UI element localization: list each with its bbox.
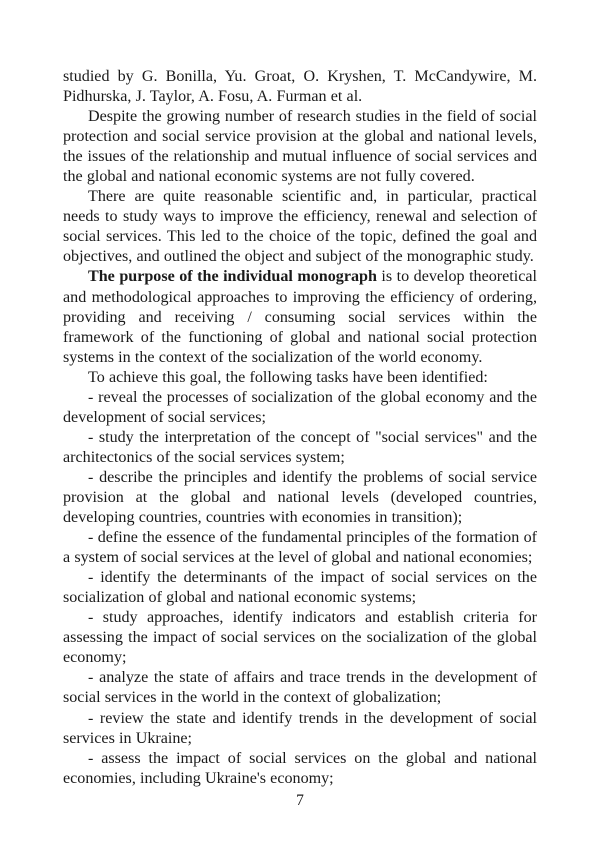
paragraph: [63, 187, 537, 267]
task-list-item: [63, 668, 537, 708]
task-list-item: [63, 428, 537, 468]
task-list-item: [63, 388, 537, 428]
paragraph-continuation: [63, 67, 537, 107]
list-item-text: - review the state and identify trends in the development of social services in Ukraine;: [63, 709, 537, 747]
paragraph-text: To achieve this goal, the following tasks have been identified:: [88, 368, 488, 386]
task-list-item: [63, 468, 537, 528]
purpose-statement-lead: The purpose of the individual monograph: [88, 268, 377, 286]
page-number: 7: [296, 792, 304, 809]
task-list-item: [63, 709, 537, 749]
task-list-item: [63, 608, 537, 668]
paragraph-text: There are quite reasonable scientific and, in particular, practical needs to study ways to improve the efficiency, renewal and selection of social services. This led to the choice of the topic, defined the goal and objectives, and outlined the object and subject of the monographic study.: [63, 188, 537, 266]
list-item-text: - describe the principles and identify the problems of social service provision at the global and national levels (developed countries, developing countries, countries with economies in transition);: [63, 468, 537, 527]
list-item-text: - study the interpretation of the concept of "social services" and the architectonics of the social services system;: [63, 428, 537, 466]
paragraph-text: Despite the growing number of research studies in the field of social protection and social service provision at the global and national levels, the issues of the relationship and mutual influence of social services and the global and national economic systems are not fully covered.: [63, 108, 537, 186]
task-list-item: [63, 528, 537, 568]
paragraph-text: is to develop theoretical and methodological approaches to improving the efficiency of ordering, providing and receiving / consuming social services within the framework of the functioning of global and national social protection systems in the context of the socialization of the world economy.: [63, 268, 537, 366]
list-item-text: - analyze the state of affairs and trace trends in the development of social services in the world in the context of globalization;: [63, 669, 537, 707]
paragraph-tasks-intro: [63, 368, 537, 388]
list-item-text: - study approaches, identify indicators and establish criteria for assessing the impact of social services on the socialization of the global economy;: [63, 609, 537, 667]
list-item-text: - reveal the processes of socialization of the global economy and the development of social services;: [63, 388, 537, 426]
paragraph: [63, 107, 537, 187]
list-item-text: - identify the determinants of the impact of social services on the socialization of global and national economic systems;: [63, 569, 537, 607]
paragraph-text: studied by G. Bonilla, Yu. Groat, O. Kryshen, T. McCandywire, M. Pidhurska, J. Taylor, A. Fosu, A. Furman et al.: [63, 68, 537, 106]
task-list-item: [63, 749, 537, 789]
list-item-text: - define the essence of the fundamental principles of the formation of a system of social services at the level of global and national economies;: [63, 529, 537, 567]
page-text-body: [63, 67, 537, 789]
paragraph-purpose-statement: [63, 267, 537, 367]
list-item-text: - assess the impact of social services on the global and national economies, including Ukraine's economy;: [63, 749, 537, 787]
task-list-item: [63, 568, 537, 608]
